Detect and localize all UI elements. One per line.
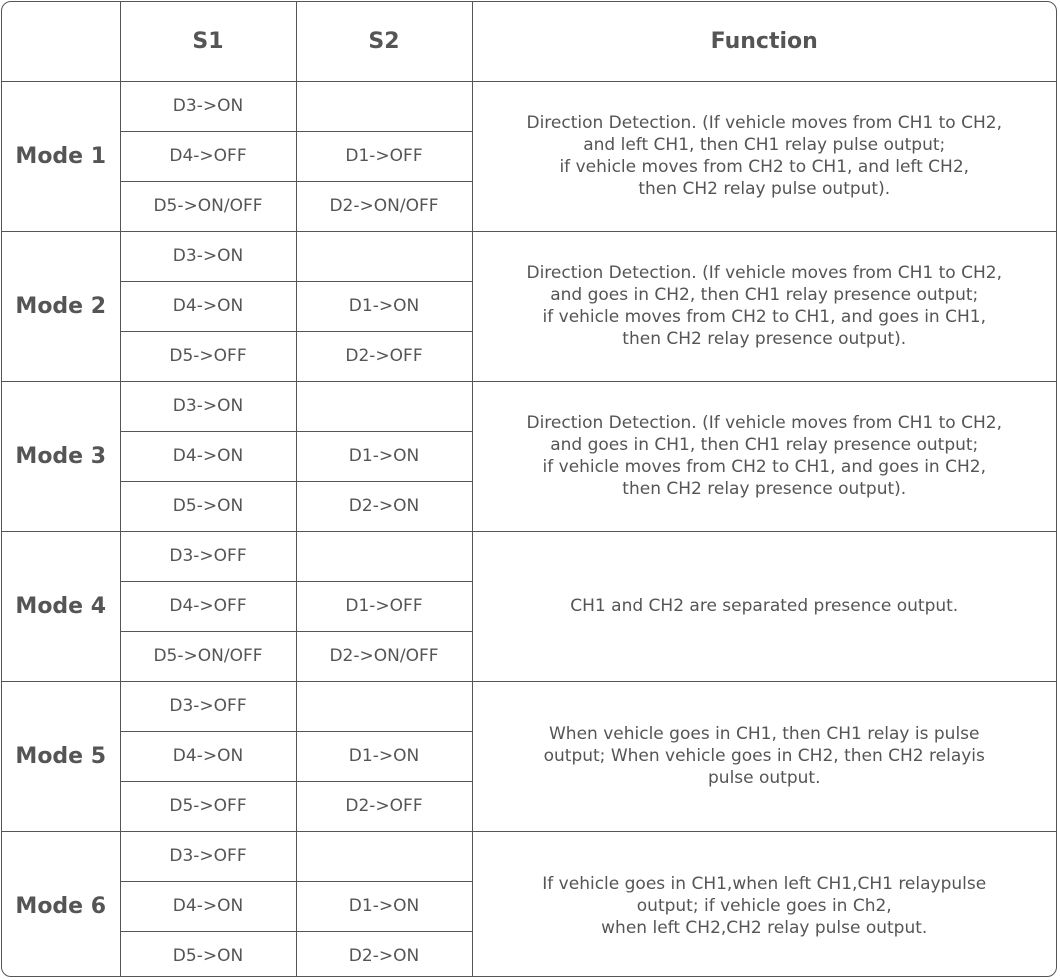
s1-setting: D4->ON: [120, 731, 296, 781]
s1-setting: D4->ON: [120, 431, 296, 481]
s2-setting: D1->OFF: [296, 131, 472, 181]
s2-setting: D2->ON/OFF: [296, 181, 472, 231]
table-row: [2, 381, 1056, 431]
s2-setting: D2->ON: [296, 931, 472, 977]
s2-setting: [296, 531, 472, 581]
table-header: [2, 2, 1056, 81]
s1-setting: D5->ON/OFF: [120, 181, 296, 231]
mode-label: Mode 3: [2, 381, 120, 531]
function-text-line: if vehicle moves from CH2 to CH1, and goes in CH1,: [542, 307, 986, 327]
table-body: [2, 81, 1056, 977]
s1-setting: D5->ON: [120, 931, 296, 977]
dip-switch-mode-table: [2, 2, 1056, 977]
mode-label: Mode 5: [2, 681, 120, 831]
s2-setting: [296, 831, 472, 881]
function-text-line: if vehicle moves from CH2 to CH1, and goes in CH2,: [542, 457, 986, 477]
function-text-line: If vehicle goes in CH1,when left CH1,CH1 relaypulse: [542, 874, 987, 894]
s2-setting: D1->OFF: [296, 581, 472, 631]
s1-setting: D4->ON: [120, 881, 296, 931]
dip-switch-mode-table-frame: [1, 1, 1057, 977]
header-function: Function: [472, 2, 1056, 81]
s1-setting: D3->OFF: [120, 681, 296, 731]
s1-setting: D3->ON: [120, 231, 296, 281]
function-text-line: and goes in CH2, then CH1 relay presence output;: [550, 285, 979, 305]
function-text-line: output; if vehicle goes in Ch2,: [636, 896, 892, 916]
s2-setting: D2->ON/OFF: [296, 631, 472, 681]
function-text-line: Direction Detection. (If vehicle moves from CH1 to CH2,: [526, 263, 1002, 283]
s2-setting: D1->ON: [296, 431, 472, 481]
header-s1: S1: [120, 2, 296, 81]
function-description: [472, 381, 1056, 531]
function-description: [472, 831, 1056, 977]
s2-setting: [296, 381, 472, 431]
s2-setting: D1->ON: [296, 281, 472, 331]
s1-setting: D3->ON: [120, 381, 296, 431]
function-text-line: then CH2 relay presence output).: [622, 479, 907, 499]
function-text-line: Direction Detection. (If vehicle moves from CH1 to CH2,: [526, 413, 1002, 433]
header-row: [2, 2, 1056, 81]
function-text-line: and goes in CH1, then CH1 relay presence output;: [550, 435, 979, 455]
function-text-line: Direction Detection. (If vehicle moves from CH1 to CH2,: [526, 113, 1002, 133]
function-text-line: when left CH2,CH2 relay pulse output.: [601, 918, 928, 938]
s2-setting: D1->ON: [296, 731, 472, 781]
function-text-line: and left CH1, then CH1 relay pulse output;: [583, 135, 946, 155]
s1-setting: D4->OFF: [120, 131, 296, 181]
mode-label: Mode 2: [2, 231, 120, 381]
s1-setting: D5->OFF: [120, 331, 296, 381]
header-mode: [2, 2, 120, 81]
s1-setting: D3->OFF: [120, 831, 296, 881]
s2-setting: [296, 681, 472, 731]
table-row: [2, 681, 1056, 731]
function-description: [472, 531, 1056, 681]
s2-setting: D2->OFF: [296, 331, 472, 381]
s1-setting: D3->ON: [120, 81, 296, 131]
function-text-line: CH1 and CH2 are separated presence output.: [570, 596, 959, 616]
s1-setting: D5->ON/OFF: [120, 631, 296, 681]
mode-label: Mode 1: [2, 81, 120, 231]
function-text-line: then CH2 relay pulse output).: [638, 179, 891, 199]
s2-setting: D2->OFF: [296, 781, 472, 831]
table-row: [2, 231, 1056, 281]
s2-setting: D2->ON: [296, 481, 472, 531]
s1-setting: D3->OFF: [120, 531, 296, 581]
table-row: [2, 531, 1056, 581]
s2-setting: [296, 81, 472, 131]
s1-setting: D4->ON: [120, 281, 296, 331]
table-row: [2, 831, 1056, 881]
function-text-line: then CH2 relay presence output).: [622, 329, 907, 349]
s2-setting: D1->ON: [296, 881, 472, 931]
s1-setting: D5->OFF: [120, 781, 296, 831]
s2-setting: [296, 231, 472, 281]
function-description: [472, 231, 1056, 381]
function-text-line: When vehicle goes in CH1, then CH1 relay is pulse: [549, 724, 980, 744]
mode-label: Mode 6: [2, 831, 120, 977]
s1-setting: D4->OFF: [120, 581, 296, 631]
function-description: [472, 681, 1056, 831]
header-s2: S2: [296, 2, 472, 81]
function-text-line: pulse output.: [708, 768, 821, 788]
function-text-line: if vehicle moves from CH2 to CH1, and left CH2,: [559, 157, 970, 177]
table-row: [2, 81, 1056, 131]
s1-setting: D5->ON: [120, 481, 296, 531]
function-text-line: output; When vehicle goes in CH2, then CH2 relayis: [543, 746, 985, 766]
mode-label: Mode 4: [2, 531, 120, 681]
function-description: [472, 81, 1056, 231]
